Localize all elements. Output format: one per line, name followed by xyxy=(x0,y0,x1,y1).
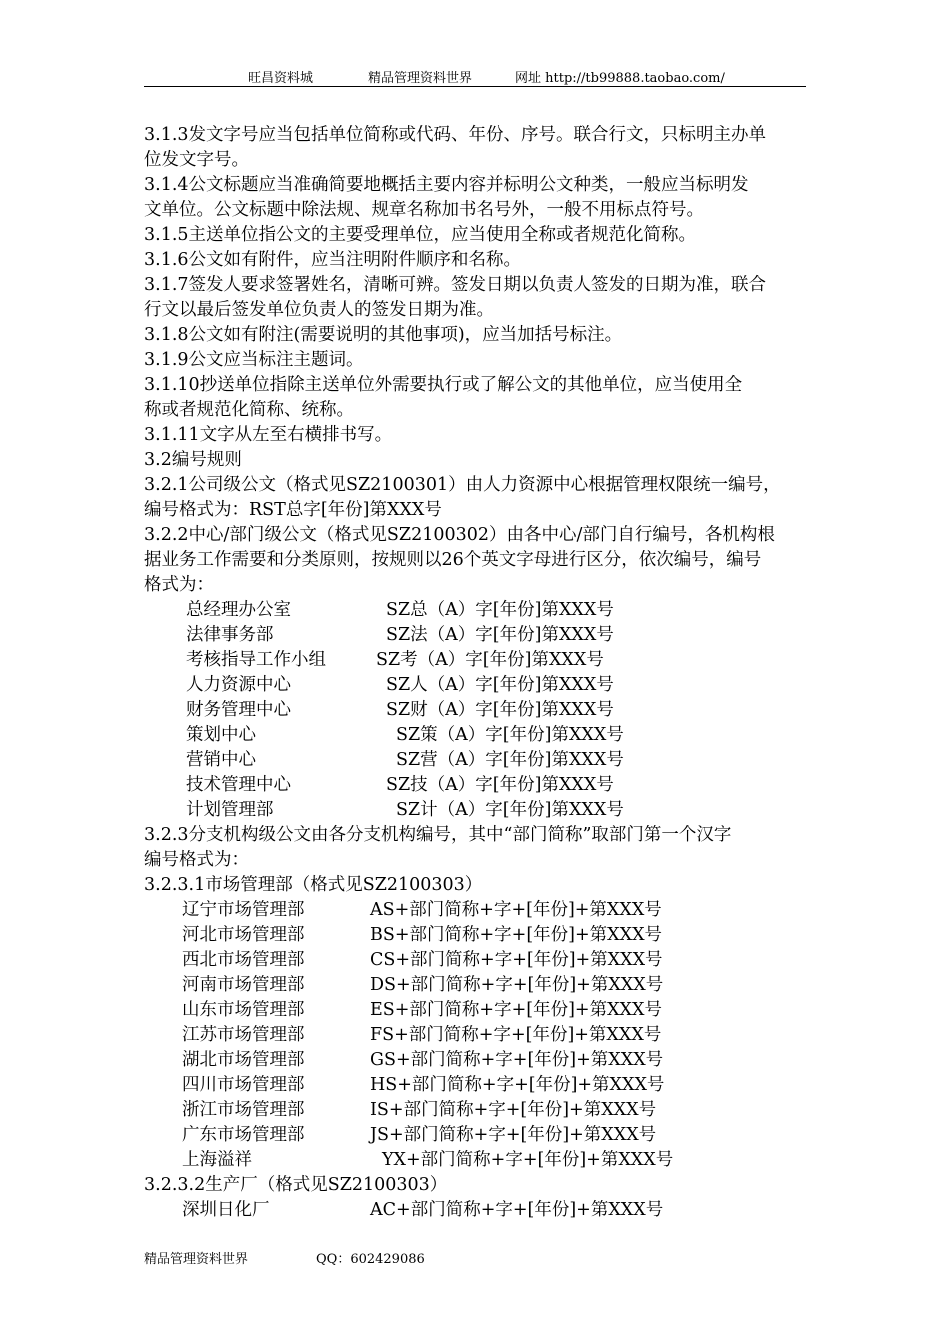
unit-name: 人力资源中心 xyxy=(186,675,291,695)
numbering-format: IS+部门简称+字+[年份]+第XXX号 xyxy=(370,1100,657,1120)
section-3-2-3-paragraphs xyxy=(144,823,814,898)
text-line: 据业务工作需要和分类原则，按规则以26个英文字母进行区分，依次编号，编号 xyxy=(144,550,762,570)
code-row xyxy=(144,648,814,673)
section-3-1-paragraphs xyxy=(144,123,814,598)
unit-name: 总经理办公室 xyxy=(186,600,291,620)
text-line: 3.2.3分支机构级公文由各分支机构编号，其中“部门简称”取部门第一个汉字 xyxy=(144,825,732,845)
unit-name: 考核指导工作小组 xyxy=(186,650,326,670)
unit-name: 深圳日化厂 xyxy=(182,1200,270,1220)
code-row xyxy=(144,998,814,1023)
text-line: 3.2.2中心/部门级公文（格式见SZ2100302）由各中心/部门自行编号，各机构根 xyxy=(144,525,775,545)
code-row xyxy=(144,673,814,698)
code-row xyxy=(144,773,814,798)
numbering-format: BS+部门简称+字+[年份]+第XXX号 xyxy=(370,925,663,945)
numbering-format: ES+部门简称+字+[年份]+第XXX号 xyxy=(370,1000,662,1020)
numbering-format: SZ人（A）字[年份]第XXX号 xyxy=(386,675,614,695)
code-row xyxy=(144,1123,814,1148)
code-row xyxy=(144,1073,814,1098)
numbering-format: SZ法（A）字[年份]第XXX号 xyxy=(386,625,614,645)
text-line: 格式为： xyxy=(144,575,214,595)
numbering-format: SZ计（A）字[年份]第XXX号 xyxy=(396,800,624,820)
text-line: 3.2编号规则 xyxy=(144,450,242,470)
numbering-format: JS+部门简称+字+[年份]+第XXX号 xyxy=(370,1125,657,1145)
text-line: 行文以最后签发单位负责人的签发日期为准。 xyxy=(144,300,494,320)
numbering-format: SZ营（A）字[年份]第XXX号 xyxy=(396,750,624,770)
code-row xyxy=(144,598,814,623)
code-row xyxy=(144,723,814,748)
unit-name: 上海溢祥 xyxy=(182,1150,252,1170)
unit-name: 法律事务部 xyxy=(186,625,274,645)
text-line: 3.1.7签发人要求签署姓名，清晰可辨。签发日期以负责人签发的日期为准，联合 xyxy=(144,275,767,295)
text-line: 3.1.9公文应当标注主题词。 xyxy=(144,350,364,370)
header-url: 网址 http://tb99888.taobao.com/ xyxy=(515,71,725,86)
text-line: 3.1.11文字从左至右横排书写。 xyxy=(144,425,393,445)
unit-name: 江苏市场管理部 xyxy=(182,1025,305,1045)
numbering-format: SZ考（A）字[年份]第XXX号 xyxy=(376,650,604,670)
unit-name: 四川市场管理部 xyxy=(182,1075,305,1095)
text-line: 编号格式为： xyxy=(144,850,249,870)
factory-code-table xyxy=(144,1198,814,1223)
numbering-format: AS+部门简称+字+[年份]+第XXX号 xyxy=(370,900,662,920)
code-row xyxy=(144,1048,814,1073)
header-title: 精品管理资料世界 xyxy=(368,71,473,86)
code-row xyxy=(144,973,814,998)
numbering-format: FS+部门简称+字+[年份]+第XXX号 xyxy=(370,1025,662,1045)
numbering-format: GS+部门简称+字+[年份]+第XXX号 xyxy=(370,1050,664,1070)
unit-name: 河北市场管理部 xyxy=(182,925,305,945)
unit-name: 技术管理中心 xyxy=(186,775,291,795)
code-row xyxy=(144,1023,814,1048)
text-line: 文单位。公文标题中除法规、规章名称加书名号外，一般不用标点符号。 xyxy=(144,200,704,220)
footer-qq: QQ：602429086 xyxy=(316,1252,425,1267)
unit-name: 浙江市场管理部 xyxy=(182,1100,305,1120)
unit-name: 辽宁市场管理部 xyxy=(182,900,305,920)
numbering-format: YX+部门简称+字+[年份]+第XXX号 xyxy=(382,1150,674,1170)
code-row xyxy=(144,923,814,948)
text-line: 3.1.5主送单位指公文的主要受理单位，应当使用全称或者规范化简称。 xyxy=(144,225,697,245)
code-row xyxy=(144,1098,814,1123)
unit-name: 湖北市场管理部 xyxy=(182,1050,305,1070)
numbering-format: CS+部门简称+字+[年份]+第XXX号 xyxy=(370,950,663,970)
text-line: 3.1.6公文如有附件，应当注明附件顺序和名称。 xyxy=(144,250,522,270)
unit-name: 策划中心 xyxy=(186,725,256,745)
code-row xyxy=(144,1148,814,1173)
section-3-2-3-2-heading xyxy=(144,1173,814,1198)
code-row xyxy=(144,798,814,823)
unit-name: 山东市场管理部 xyxy=(182,1000,305,1020)
text-line: 编号格式为：RST总字[年份]第XXX号 xyxy=(144,500,442,520)
text-line: 3.1.3发文字号应当包括单位简称或代码、年份、序号。联合行文，只标明主办单 xyxy=(144,125,767,145)
code-row xyxy=(144,1198,814,1223)
unit-name: 广东市场管理部 xyxy=(182,1125,305,1145)
code-row xyxy=(144,898,814,923)
text-line: 3.2.1公司级公文（格式见SZ2100301）由人力资源中心根据管理权限统一编号， xyxy=(144,475,781,495)
unit-name: 营销中心 xyxy=(186,750,256,770)
numbering-format: SZ策（A）字[年份]第XXX号 xyxy=(396,725,624,745)
text-line: 位发文字号。 xyxy=(144,150,249,170)
text-line: 3.2.3.2生产厂（格式见SZ2100303） xyxy=(144,1175,448,1195)
numbering-format: HS+部门简称+字+[年份]+第XXX号 xyxy=(370,1075,665,1095)
code-row xyxy=(144,623,814,648)
text-line: 3.1.4公文标题应当准确简要地概括主要内容并标明公文种类，一般应当标明发 xyxy=(144,175,749,195)
footer-title: 精品管理资料世界 xyxy=(144,1252,249,1267)
code-row xyxy=(144,748,814,773)
code-row xyxy=(144,948,814,973)
market-code-table xyxy=(144,898,814,1173)
text-line: 3.1.8公文如有附注(需要说明的其他事项)，应当加括号标注。 xyxy=(144,325,623,345)
numbering-format: SZ财（A）字[年份]第XXX号 xyxy=(386,700,614,720)
numbering-format: SZ总（A）字[年份]第XXX号 xyxy=(386,600,614,620)
text-line: 3.2.3.1市场管理部（格式见SZ2100303） xyxy=(144,875,483,895)
unit-name: 计划管理部 xyxy=(186,800,274,820)
numbering-format: DS+部门简称+字+[年份]+第XXX号 xyxy=(370,975,664,995)
header-site-name: 旺昌资料城 xyxy=(248,71,314,86)
document-body xyxy=(144,123,814,1223)
unit-name: 河南市场管理部 xyxy=(182,975,305,995)
code-row xyxy=(144,698,814,723)
text-line: 3.1.10抄送单位指除主送单位外需要执行或了解公文的其他单位，应当使用全 xyxy=(144,375,743,395)
numbering-format: SZ技（A）字[年份]第XXX号 xyxy=(386,775,614,795)
numbering-format: AC+部门简称+字+[年份]+第XXX号 xyxy=(370,1200,664,1220)
text-line: 称或者规范化简称、统称。 xyxy=(144,400,354,420)
dept-code-table xyxy=(144,598,814,823)
unit-name: 财务管理中心 xyxy=(186,700,291,720)
page-header xyxy=(144,64,806,87)
unit-name: 西北市场管理部 xyxy=(182,950,305,970)
